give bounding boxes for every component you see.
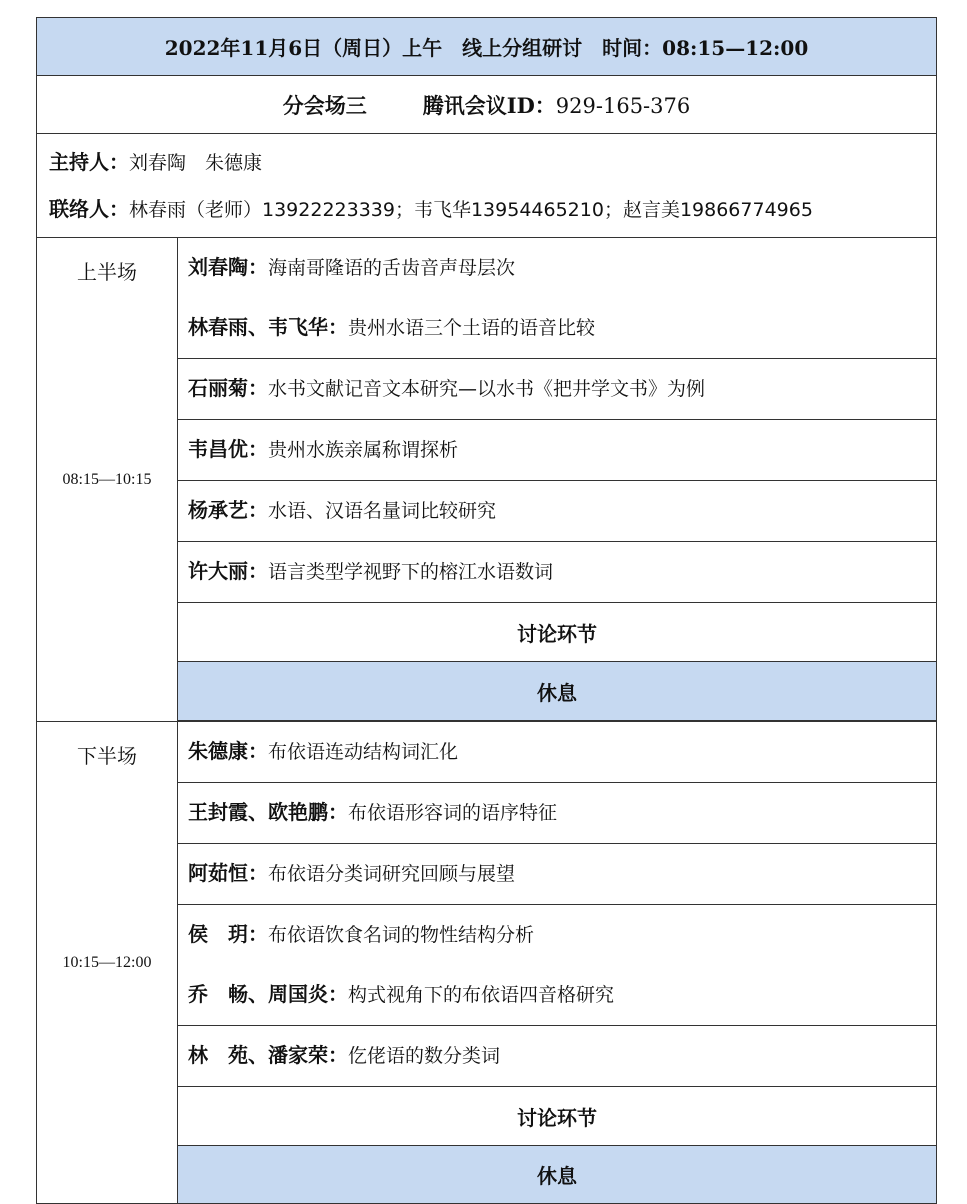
hosts-value: 刘春陶 朱德康 <box>129 151 263 174</box>
talk-topic: 仡佬语的数分类词 <box>348 1045 501 1067</box>
contacts-line <box>49 186 936 233</box>
talk-topic: 贵州水族亲属称谓探析 <box>268 439 459 461</box>
talk-speaker: 韦昌优： <box>188 437 268 461</box>
talk-speaker: 杨承艺： <box>188 498 268 522</box>
talk-line <box>188 965 936 1025</box>
talk-speaker: 王封霞、欧艳鹏： <box>188 800 348 824</box>
talk-topic: 贵州水语三个土语的语音比较 <box>348 317 596 339</box>
talk-topic: 布依语连动结构词汇化 <box>268 741 459 763</box>
talk-speaker: 乔 畅、周国炎： <box>188 982 348 1006</box>
talk-topic: 水书文献记音文本研究—以水书《把井学文书》为例 <box>268 378 706 400</box>
second-half-cell <box>37 722 178 1204</box>
talk-speaker: 许大丽： <box>188 559 268 583</box>
talk-speaker: 林春雨、韦飞华： <box>188 315 348 339</box>
talk-row <box>178 420 937 481</box>
break-row <box>178 662 937 721</box>
meeting-id: 929-165-376 <box>555 93 691 118</box>
talk-topic: 布依语饮食名词的物性结构分析 <box>268 924 535 946</box>
talk-topic: 布依语形容词的语序特征 <box>348 802 558 824</box>
talk-topic: 海南哥隆语的舌齿音声母层次 <box>268 257 516 279</box>
discussion-row <box>178 603 937 662</box>
talk-line <box>188 783 936 843</box>
talk-line <box>188 542 936 602</box>
talk-topic: 水语、汉语名量词比较研究 <box>268 500 497 522</box>
first-half-title: 上半场 <box>77 260 137 284</box>
talk-row <box>178 238 937 359</box>
talk-topic: 构式视角下的布依语四音格研究 <box>348 984 615 1006</box>
talk-speaker: 石丽菊： <box>188 376 268 400</box>
discussion-label: 讨论环节 <box>517 621 597 646</box>
talk-speaker: 刘春陶： <box>188 255 268 279</box>
break-label: 休息 <box>537 680 577 705</box>
schedule-header <box>37 18 937 76</box>
schedule-table <box>36 17 937 1204</box>
contacts-label: 联络人： <box>49 196 129 221</box>
talk-speaker: 阿茹恒： <box>188 861 268 885</box>
talk-row <box>178 722 937 783</box>
talk-line <box>188 844 936 904</box>
talk-line <box>188 722 936 782</box>
meeting-label: 腾讯会议ID： <box>422 92 556 118</box>
talk-row <box>178 844 937 905</box>
second-half-time: 10:15—12:00 <box>62 953 152 971</box>
break-label: 休息 <box>537 1164 577 1188</box>
session-header <box>37 76 937 134</box>
talk-row <box>178 359 937 420</box>
second-half-title: 下半场 <box>77 744 137 768</box>
talk-topic: 布依语分类词研究回顾与展望 <box>268 863 516 885</box>
talk-row <box>178 542 937 603</box>
contacts-value: 林春雨（老师）13922223339；韦飞华13954465210；赵言美19866774965 <box>129 198 813 221</box>
first-half-time: 08:15—10:15 <box>62 470 152 488</box>
talk-line <box>188 298 936 358</box>
session-name: 分会场三 <box>282 92 367 118</box>
talk-speaker: 侯 玥： <box>188 922 268 946</box>
talk-row <box>178 481 937 542</box>
talk-row <box>178 1026 937 1087</box>
talk-row <box>178 783 937 844</box>
talk-line <box>188 238 936 298</box>
talk-topic: 语言类型学视野下的榕江水语数词 <box>268 561 554 583</box>
talk-line <box>188 359 936 419</box>
talk-line <box>188 481 936 541</box>
talk-row <box>178 905 937 1026</box>
talk-line <box>188 1026 936 1086</box>
hosts-label: 主持人： <box>49 149 129 174</box>
info-cell <box>37 134 937 238</box>
discussion-label: 讨论环节 <box>517 1105 597 1130</box>
talk-speaker: 朱德康： <box>188 739 268 763</box>
break-row <box>178 1146 937 1204</box>
talk-line <box>188 420 936 480</box>
first-half-cell <box>37 238 178 722</box>
talk-speaker: 林 苑、潘家荣： <box>188 1043 348 1067</box>
hosts-line <box>49 139 936 186</box>
header-title: 2022年11月6日（周日）上午 线上分组研讨 时间：08:15—12:00 <box>164 36 809 60</box>
discussion-row <box>178 1087 937 1146</box>
talk-line <box>188 905 936 965</box>
